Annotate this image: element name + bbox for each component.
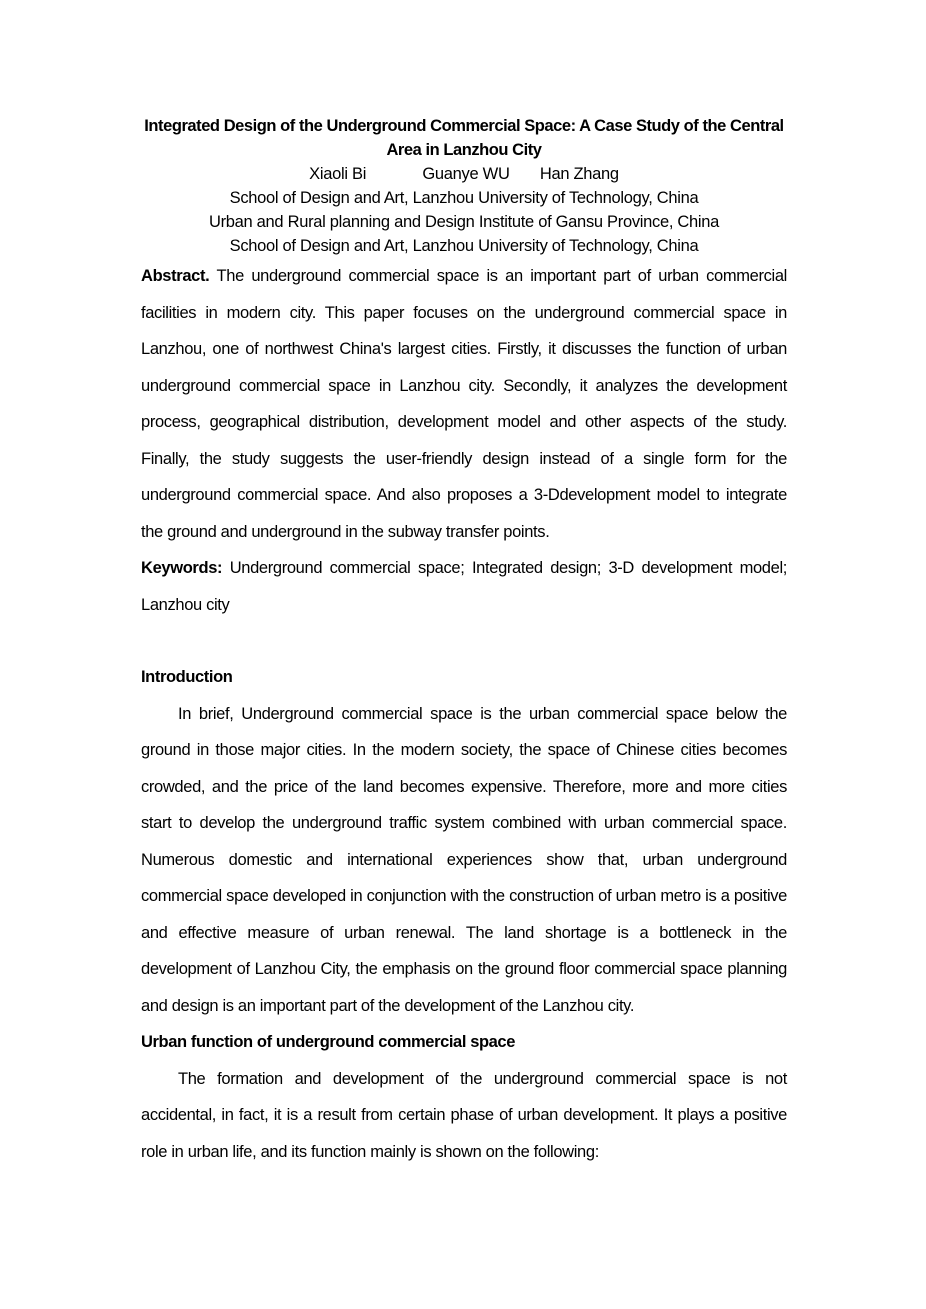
introduction-paragraph: In brief, Underground commercial space is the urban commercial space below the ground in those major cities. In the modern society, the space of Chinese cities becomes crowded, and the price of the land becomes expensive. Therefore, more and more cities start to develop the underground traffic system combined with urban commercial space. Numerous domestic and international experiences show that, urban underground commercial space developed in conjunction with the construction of urban metro is a positive and effective measure of urban renewal. The land shortage is a bottleneck in the development of Lanzhou City, the emphasis on the ground floor commercial space planning and design is an important part of the development of the Lanzhou city. [141,704,787,1015]
urban-function-paragraph: The formation and development of the underground commercial space is not accidental, in fact, it is a result from certain phase of urban development. It plays a positive role in urban life, and its function mainly is shown on the following: [141,1069,787,1161]
affiliation-2: Urban and Rural planning and Design Institute of Gansu Province, China [208,213,720,231]
abstract-label: Abstract. [141,267,210,285]
author-2: Guanye WU [422,165,510,183]
keywords-text: Underground commercial space; Integrated design; 3-D development model; Lanzhou city [141,559,788,614]
author-3: Han Zhang [539,165,619,183]
abstract-text: The underground commercial space is an important part of urban commercial facilities in modern city. This paper focuses on the underground commercial space in Lanzhou, one of northwest China's largest cities. Firstly, it discusses the function of urban underground commercial space in Lanzhou city. Secondly, it analyzes the development process, geographical distribution, development model and other aspects of the study. Finally, the study suggests the user-friendly design instead of a single form for the underground commercial space. And also proposes a 3-Ddevelopment model to integrate the ground and underground in the subway transfer points. [141,267,787,541]
section-spacer [141,623,787,659]
section-heading-urban-function: Urban function of underground commercial space [141,1033,515,1051]
paper-title: Integrated Design of the Underground Commercial Space: A Case Study of the Central Area in Lanzhou City [144,117,784,159]
section-heading-introduction: Introduction [141,668,233,686]
affiliation-1: School of Design and Art, Lanzhou University of Technology, China [229,189,699,207]
paper-page [141,114,787,1170]
author-1: Xiaoli Bi [309,165,367,183]
affiliation-3: School of Design and Art, Lanzhou University of Technology, China [229,237,699,255]
keywords-label: Keywords: [141,559,223,577]
keywords [141,550,787,623]
author-line [141,162,787,186]
abstract [141,258,787,550]
